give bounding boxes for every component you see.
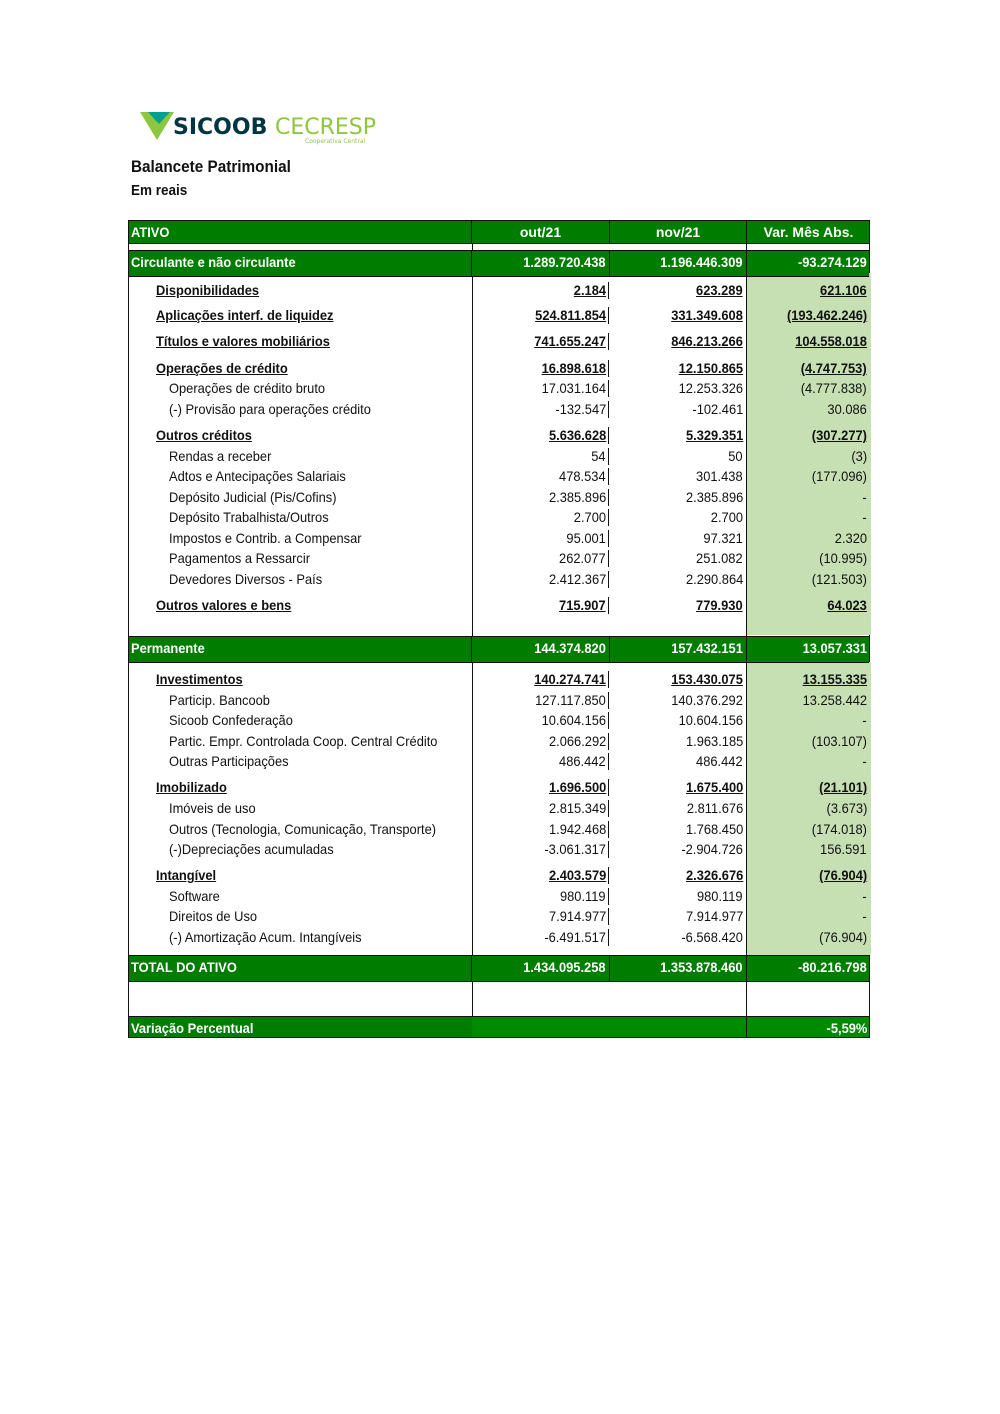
value-c1: 478.534	[559, 468, 606, 484]
value-c2: 846.213.266	[671, 333, 743, 349]
svg-text:SICOOB: SICOOB	[173, 115, 268, 140]
value-c2: 2.385.896	[685, 489, 743, 505]
cell-separator	[608, 448, 609, 465]
row-label: Permanente	[131, 640, 205, 656]
cell-separator	[608, 427, 609, 444]
value-c3: 104.558.018	[795, 333, 867, 349]
row-label: Imobilizado	[156, 779, 227, 795]
value-c1: 524.811.854	[535, 307, 606, 323]
table-row	[129, 425, 869, 446]
section-row	[129, 636, 869, 663]
value-c2: 2.700	[710, 509, 743, 525]
value-c3: (4.747.753)	[801, 360, 867, 376]
table-row	[129, 399, 869, 420]
value-c1: 715.907	[559, 597, 606, 613]
cell-separator	[608, 401, 609, 418]
table-row	[129, 305, 869, 326]
row-label: Circulante e não circulante	[131, 254, 296, 270]
row-label: Outros (Tecnologia, Comunicação, Transporte)	[169, 821, 437, 837]
cell-separator	[608, 712, 609, 729]
value-c3: (4.777.838)	[801, 380, 867, 396]
row-label: Outras Participações	[169, 753, 289, 769]
row-label: (-) Amortização Acum. Intangíveis	[169, 929, 362, 945]
cell-separator	[608, 671, 609, 688]
value-c3: 13.057.331	[802, 640, 867, 656]
row-label: Operações de crédito	[156, 360, 288, 376]
sicoob-logo	[140, 110, 400, 150]
row-label: Software	[169, 888, 220, 904]
cell-separator	[608, 282, 609, 299]
cell-separator	[608, 841, 609, 858]
cell-separator	[608, 821, 609, 838]
section-row	[129, 1016, 869, 1038]
row-label: Investimentos	[156, 671, 243, 687]
cell-separator	[608, 333, 609, 350]
value-c3: 2.320	[834, 530, 867, 546]
cell-separator	[608, 597, 609, 614]
value-c2: 153.430.075	[671, 671, 743, 687]
table-row	[129, 819, 869, 840]
table-row	[129, 358, 869, 379]
value-c2: 331.349.608	[671, 307, 743, 323]
row-label: Adtos e Antecipações Salariais	[169, 468, 346, 484]
value-c3: (3.673)	[826, 800, 867, 816]
table-row	[129, 378, 869, 399]
cell-separator	[608, 468, 609, 485]
value-c1: 2.412.367	[548, 571, 606, 587]
table-row	[129, 548, 869, 569]
table-row	[129, 280, 869, 301]
value-c2: 1.353.878.460	[660, 959, 743, 975]
value-c2: 12.253.326	[678, 380, 743, 396]
value-c2: 10.604.156	[678, 712, 743, 728]
value-c1: 2.403.579	[548, 867, 606, 883]
value-c1: 5.636.628	[548, 427, 606, 443]
row-label: Variação Percentual	[131, 1020, 254, 1036]
value-c2: 301.438	[696, 468, 743, 484]
table-row	[129, 710, 869, 731]
value-c2: 12.150.865	[678, 360, 743, 376]
value-c1: 1.434.095.258	[523, 959, 606, 975]
value-c3: (3)	[851, 448, 867, 464]
value-c3: -	[862, 489, 867, 505]
value-c3: (103.107)	[811, 733, 867, 749]
value-c2: 779.930	[696, 597, 743, 613]
value-c1: 2.184	[573, 282, 606, 298]
report-subtitle: Em reais	[131, 182, 188, 199]
table-row	[129, 466, 869, 487]
cell-separator	[608, 360, 609, 377]
value-c3: (177.096)	[811, 468, 867, 484]
table-row	[129, 507, 869, 528]
value-c3: 13.155.335	[802, 671, 867, 687]
row-label: Títulos e valores mobiliários	[156, 333, 330, 349]
row-label: Outros valores e bens	[156, 597, 292, 613]
cell-separator	[608, 550, 609, 567]
header-nov21: nov/21	[655, 224, 701, 240]
value-c1: 140.274.741	[534, 671, 606, 687]
table-row	[129, 528, 869, 549]
value-c3: (10.995)	[819, 550, 867, 566]
row-label: Particip. Bancoob	[169, 692, 270, 708]
svg-text:CECRESP: CECRESP	[275, 115, 377, 140]
cell-separator	[608, 530, 609, 547]
value-c2: 140.376.292	[671, 692, 743, 708]
cell-separator	[608, 800, 609, 817]
row-label: Outros créditos	[156, 427, 252, 443]
value-c1: 17.031.164	[541, 380, 606, 396]
value-c2: 251.082	[696, 550, 743, 566]
row-label: Depósito Trabalhista/Outros	[169, 509, 329, 525]
cell-separator	[608, 929, 609, 946]
row-label: Pagamentos a Ressarcir	[169, 550, 311, 566]
cell-separator	[608, 509, 609, 526]
table-row	[129, 906, 869, 927]
header-out21: out/21	[519, 224, 562, 240]
value-c3: 156.591	[820, 841, 867, 857]
value-c1: 2.815.349	[548, 800, 606, 816]
cell-separator	[608, 692, 609, 709]
value-c1: 16.898.618	[541, 360, 606, 376]
value-c2: 7.914.977	[685, 908, 743, 924]
value-c2: 50	[728, 448, 743, 464]
table-row	[129, 669, 869, 690]
value-c1: 2.385.896	[548, 489, 606, 505]
table-row	[129, 331, 869, 352]
row-label: Direitos de Uso	[169, 908, 258, 924]
cell-separator	[608, 733, 609, 750]
table-row	[129, 777, 869, 798]
row-label: Imóveis de uso	[169, 800, 256, 816]
value-c3: 13.258.442	[802, 692, 867, 708]
value-c3: (21.101)	[819, 779, 867, 795]
section-row	[129, 955, 869, 982]
value-c3: -	[862, 753, 867, 769]
table-row	[129, 865, 869, 886]
balance-table	[128, 220, 870, 1038]
value-c3: -	[862, 509, 867, 525]
row-label: Aplicações interf. de liquidez	[156, 307, 334, 323]
value-c2: -102.461	[692, 401, 743, 417]
value-c3: -	[862, 908, 867, 924]
value-c2: 980.119	[697, 888, 743, 904]
value-c2: 1.963.185	[685, 733, 743, 749]
cell-separator	[608, 888, 609, 905]
cell-separator	[608, 571, 609, 588]
value-c2: -2.904.726	[681, 841, 743, 857]
table-row	[129, 487, 869, 508]
value-c3: (121.503)	[811, 571, 867, 587]
value-c1: -6.491.517	[544, 929, 606, 945]
report-title: Balancete Patrimonial	[131, 157, 291, 176]
value-c2: 1.196.446.309	[660, 254, 743, 270]
header-var: Var. Mês Abs.	[763, 224, 854, 240]
table-row	[129, 886, 869, 907]
value-c1: 1.942.468	[548, 821, 606, 837]
table-row	[129, 446, 869, 467]
value-c1: 2.700	[573, 509, 606, 525]
value-c2: 2.811.676	[686, 800, 743, 816]
table-header	[129, 220, 869, 244]
value-c3: (76.904)	[819, 929, 867, 945]
row-label: Partic. Empr. Controlada Coop. Central Crédito	[169, 733, 438, 749]
table-row	[129, 798, 869, 819]
cell-separator	[608, 307, 609, 324]
value-c2: 157.432.151	[671, 640, 743, 656]
value-c1: 95.001	[566, 530, 606, 546]
value-c2: 97.321	[703, 530, 743, 546]
value-c2: 2.326.676	[685, 867, 743, 883]
value-c1: 1.289.720.438	[523, 254, 606, 270]
value-c2: 623.289	[696, 282, 743, 298]
row-label: TOTAL DO ATIVO	[131, 959, 237, 975]
row-label: Operações de crédito bruto	[169, 380, 326, 396]
table-row	[129, 839, 869, 860]
value-c3: -	[862, 712, 867, 728]
value-c3: -	[862, 888, 867, 904]
value-c2: -6.568.420	[681, 929, 743, 945]
table-row	[129, 731, 869, 752]
row-label: Sicoob Confederação	[169, 712, 293, 728]
cell-separator	[608, 489, 609, 506]
row-label: (-)Depreciações acumuladas	[169, 841, 334, 857]
value-c1: 7.914.977	[548, 908, 606, 924]
table-row	[129, 595, 869, 616]
value-c1: 144.374.820	[534, 640, 606, 656]
value-c1: 486.442	[559, 753, 606, 769]
row-label: Depósito Judicial (Pis/Cofins)	[169, 489, 337, 505]
value-c1: 1.696.500	[548, 779, 606, 795]
row-label: Rendas a receber	[169, 448, 272, 464]
value-c2: 486.442	[696, 753, 743, 769]
cell-separator	[608, 753, 609, 770]
value-c1: 54	[591, 448, 606, 464]
header-ativo: ATIVO	[131, 224, 170, 240]
svg-text:Cooperativa Central: Cooperativa Central	[305, 138, 366, 145]
value-c1: -3.061.317	[544, 841, 606, 857]
table-row	[129, 569, 869, 590]
value-c1: 10.604.156	[541, 712, 606, 728]
value-c1: 980.119	[560, 888, 606, 904]
value-c3: (307.277)	[811, 427, 867, 443]
table-row	[129, 690, 869, 711]
cell-separator	[608, 380, 609, 397]
cell-separator	[608, 779, 609, 796]
table-row	[129, 927, 869, 948]
value-c2: 1.768.450	[685, 821, 743, 837]
section-row	[129, 250, 869, 277]
value-c2: 2.290.864	[685, 571, 743, 587]
value-c1: 741.655.247	[534, 333, 606, 349]
value-c3: -5,59%	[826, 1020, 867, 1036]
cell-separator	[608, 867, 609, 884]
row-label: Disponibilidades	[156, 282, 260, 298]
value-c3: -80.216.798	[798, 959, 867, 975]
value-c2: 5.329.351	[685, 427, 743, 443]
value-c1: 262.077	[559, 550, 606, 566]
value-c3: 621.106	[820, 282, 867, 298]
row-label: Intangível	[156, 867, 217, 883]
value-c3: 30.086	[827, 401, 867, 417]
value-c1: -132.547	[555, 401, 606, 417]
value-c3: (174.018)	[811, 821, 867, 837]
row-label: Impostos e Contrib. a Compensar	[169, 530, 362, 546]
value-c3: (193.462.246)	[786, 307, 867, 323]
value-c1: 2.066.292	[548, 733, 606, 749]
row-label: (-) Provisão para operações crédito	[169, 401, 371, 417]
value-c2: 1.675.400	[685, 779, 743, 795]
value-c3: -93.274.129	[798, 254, 867, 270]
value-c1: 127.117.850	[535, 692, 606, 708]
cell-separator	[608, 908, 609, 925]
row-label: Devedores Diversos - País	[169, 571, 323, 587]
value-c3: 64.023	[827, 597, 867, 613]
value-c3: (76.904)	[819, 867, 867, 883]
table-row	[129, 751, 869, 772]
